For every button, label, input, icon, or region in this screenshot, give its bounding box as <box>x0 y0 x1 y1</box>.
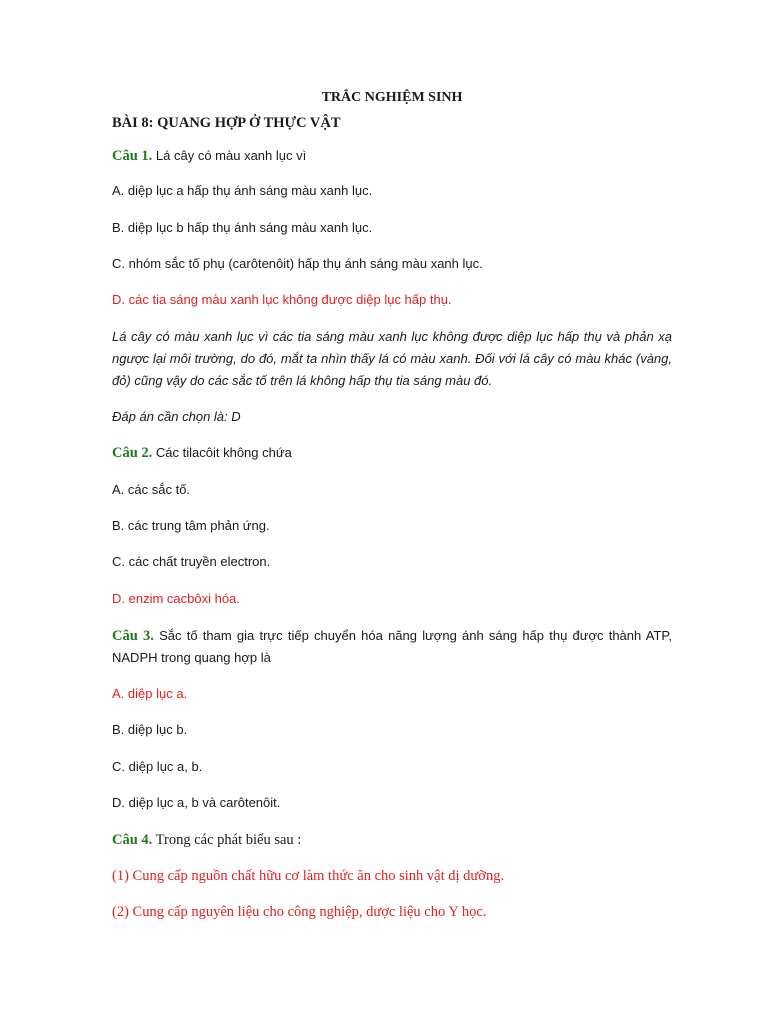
question-4-label: Câu 4. <box>112 832 153 848</box>
question-2 <box>112 445 292 462</box>
question-1-explanation: Lá cây có màu xanh lục vì các tia sáng màu xanh lục không được diệp lục hấp thụ và phản xạ ngược lại môi trường, do đó, mắt ta nhìn thấy lá có màu xanh. Đối với lá cây có màu khác (vàng, đỏ) cũng vậy do các sắc tố trên lá không hấp thụ tia sáng màu đó. <box>112 329 672 388</box>
section-heading: BÀI 8: QUANG HỢP Ở THỰC VẬT <box>112 115 341 131</box>
question-3-option-a-correct: A. diệp lục a. <box>112 686 188 701</box>
question-1-answer: Đáp án cần chọn là: D <box>112 409 241 424</box>
question-3-label: Câu 3. <box>112 628 154 644</box>
question-2-text: Các tilacôit không chứa <box>152 445 292 460</box>
question-2-option-a: A. các sắc tố. <box>112 482 191 497</box>
question-3 <box>112 625 672 669</box>
question-4-text: Trong các phát biểu sau : <box>152 832 302 848</box>
question-2-label: Câu 2. <box>112 445 153 461</box>
question-1 <box>112 148 306 165</box>
page-title: TRẮC NGHIỆM SINH <box>321 90 463 105</box>
question-1-option-b: B. diệp lục b hấp thụ ánh sáng màu xanh lục. <box>112 220 373 235</box>
question-3-option-d: D. diệp lục a, b và carôtenôit. <box>112 795 281 810</box>
question-3-option-b: B. diệp lục b. <box>112 722 188 737</box>
question-4-statement-1: (1) Cung cấp nguồn chất hữu cơ làm thức ăn cho sinh vật dị dưỡng. <box>112 868 505 884</box>
question-2-option-c: C. các chất truyền electron. <box>112 554 271 569</box>
question-1-label: Câu 1. <box>112 148 153 164</box>
question-4-statement-2: (2) Cung cấp nguyên liệu cho công nghiệp, dược liệu cho Y học. <box>112 904 487 920</box>
question-1-option-c: C. nhóm sắc tố phụ (carôtenôit) hấp thụ ánh sáng màu xanh lục. <box>112 256 483 271</box>
question-3-text: Sắc tố tham gia trực tiếp chuyển hóa năng lượng ánh sáng hấp thụ được thành ATP, NADPH trong quang hợp là <box>112 628 672 665</box>
question-1-option-d-correct: D. các tia sáng màu xanh lục không được diệp lục hấp thụ. <box>112 292 452 307</box>
question-3-option-c: C. diệp lục a, b. <box>112 759 203 774</box>
question-4 <box>112 832 301 849</box>
question-2-option-b: B. các trung tâm phản ứng. <box>112 518 270 533</box>
question-1-option-a: A. diệp lục a hấp thụ ánh sáng màu xanh lục. <box>112 183 373 198</box>
question-2-option-d-correct: D. enzim cacbôxi hóa. <box>112 591 240 606</box>
question-1-text: Lá cây có màu xanh lục vì <box>152 148 307 163</box>
